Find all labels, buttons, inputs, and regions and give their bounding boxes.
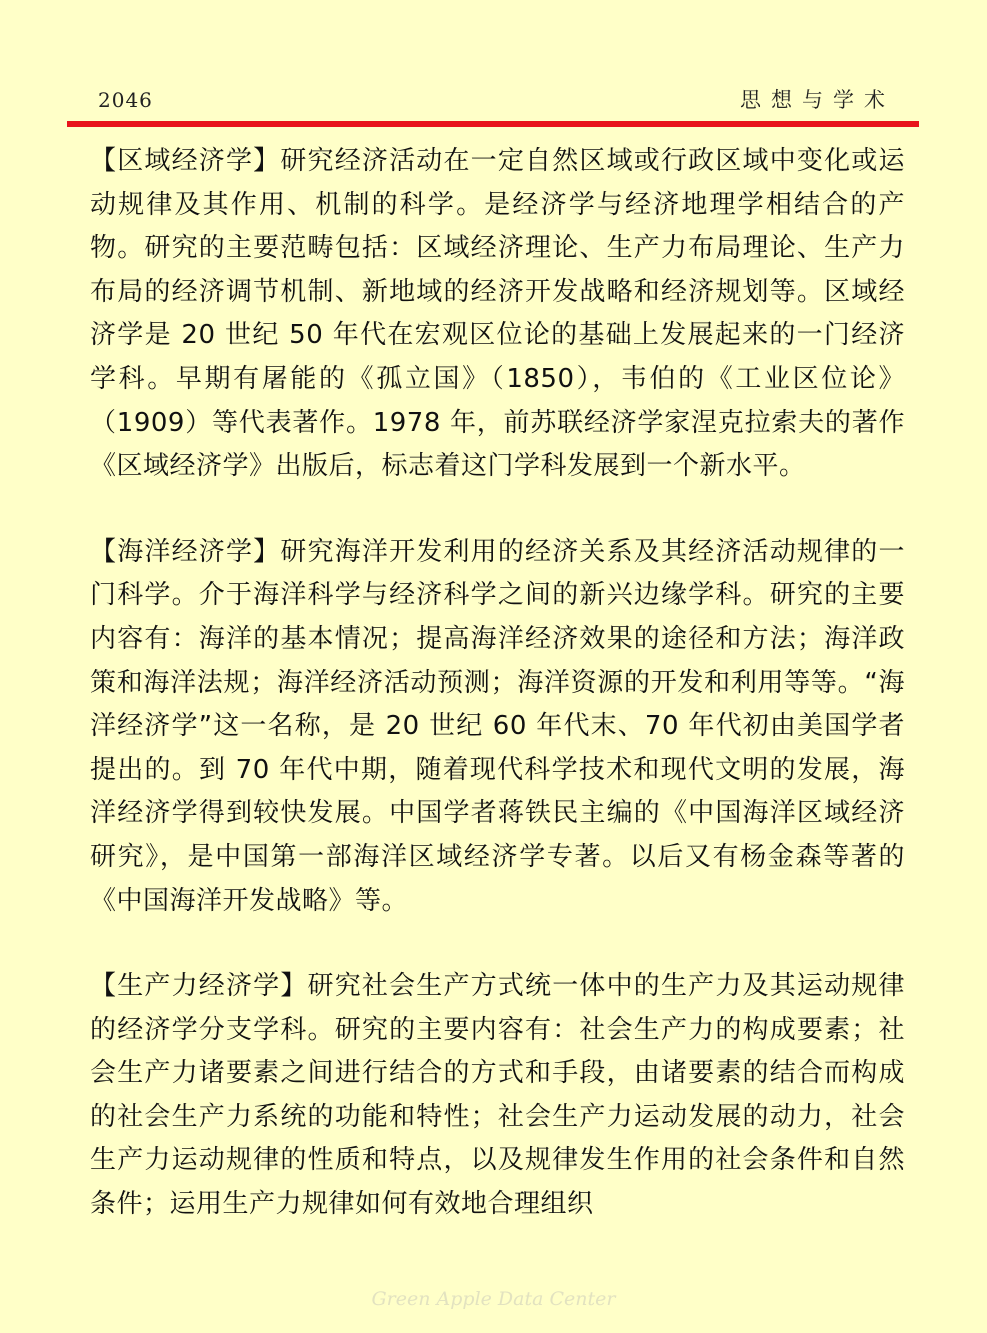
running-title: 思想与学术 — [740, 88, 895, 112]
entry-text: 研究社会生产方式统一体中的生产力及其运动规律的经济学分支学科。研究的主要内容有：社会生产力的构成要素；社会生产力诸要素之间进行结合的方式和手段，由诸要素的结合而构成的社会生产力系统的功能和特性；社会生产力运动发展的动力，社会生产力运动规律的性质和特点，以及规律发生作用的社会条件和自然条件；运用生产力规律如何有效地合理组织 — [90, 971, 905, 1220]
page-number: 2046 — [98, 88, 153, 112]
entry-text: 研究经济活动在一定自然区域或行政区域中变化或运动规律及其作用、机制的科学。是经济学与经济地理学相结合的产物。研究的主要范畴包括：区域经济理论、生产力布局理论、生产力布局的经济调节机制、新地域的经济开发战略和经济规划等。区域经济学是 20 世纪 50 年代在宏观区位论的基础上发展起来的一门经济学科。早期有屠能的《孤立国》（1850），韦伯的《工业区位论》（1909）等代表著作。1978 年，前苏联经济学家涅克拉索夫的著作《区域经济学》出版后，标志着这门学科发展到一个新水平。 — [90, 146, 905, 482]
entry-marine-economics — [90, 531, 905, 923]
watermark: Green Apple Data Center — [371, 1288, 616, 1310]
entry-term: 【海洋经济学】 — [90, 536, 281, 567]
header-rule — [67, 121, 919, 127]
entry-productivity-economics — [90, 965, 905, 1227]
entry-text: 研究海洋开发利用的经济关系及其经济活动规律的一门科学。介于海洋科学与经济科学之间的新兴边缘学科。研究的主要内容有：海洋的基本情况；提高海洋经济效果的途径和方法；海洋政策和海洋法规；海洋经济活动预测；海洋资源的开发和利用等等。“海洋经济学”这一名称，是 20 世纪 60 年代末、70 年代初由美国学者提出的。到 70 年代中期，随着现代科学技术和现代文明的发展，海洋经济学得到较快发展。中国学者蒋铁民主编的《中国海洋区域经济研究》，是中国第一部海洋区域经济学专著。以后又有杨金森等著的《中国海洋开发战略》等。 — [90, 536, 905, 916]
entry-term: 【区域经济学】 — [90, 146, 281, 176]
entry-term: 【生产力经济学】 — [90, 971, 308, 1002]
page-header — [0, 0, 987, 130]
page-body — [90, 140, 905, 1227]
entry-regional-economics — [90, 140, 905, 489]
